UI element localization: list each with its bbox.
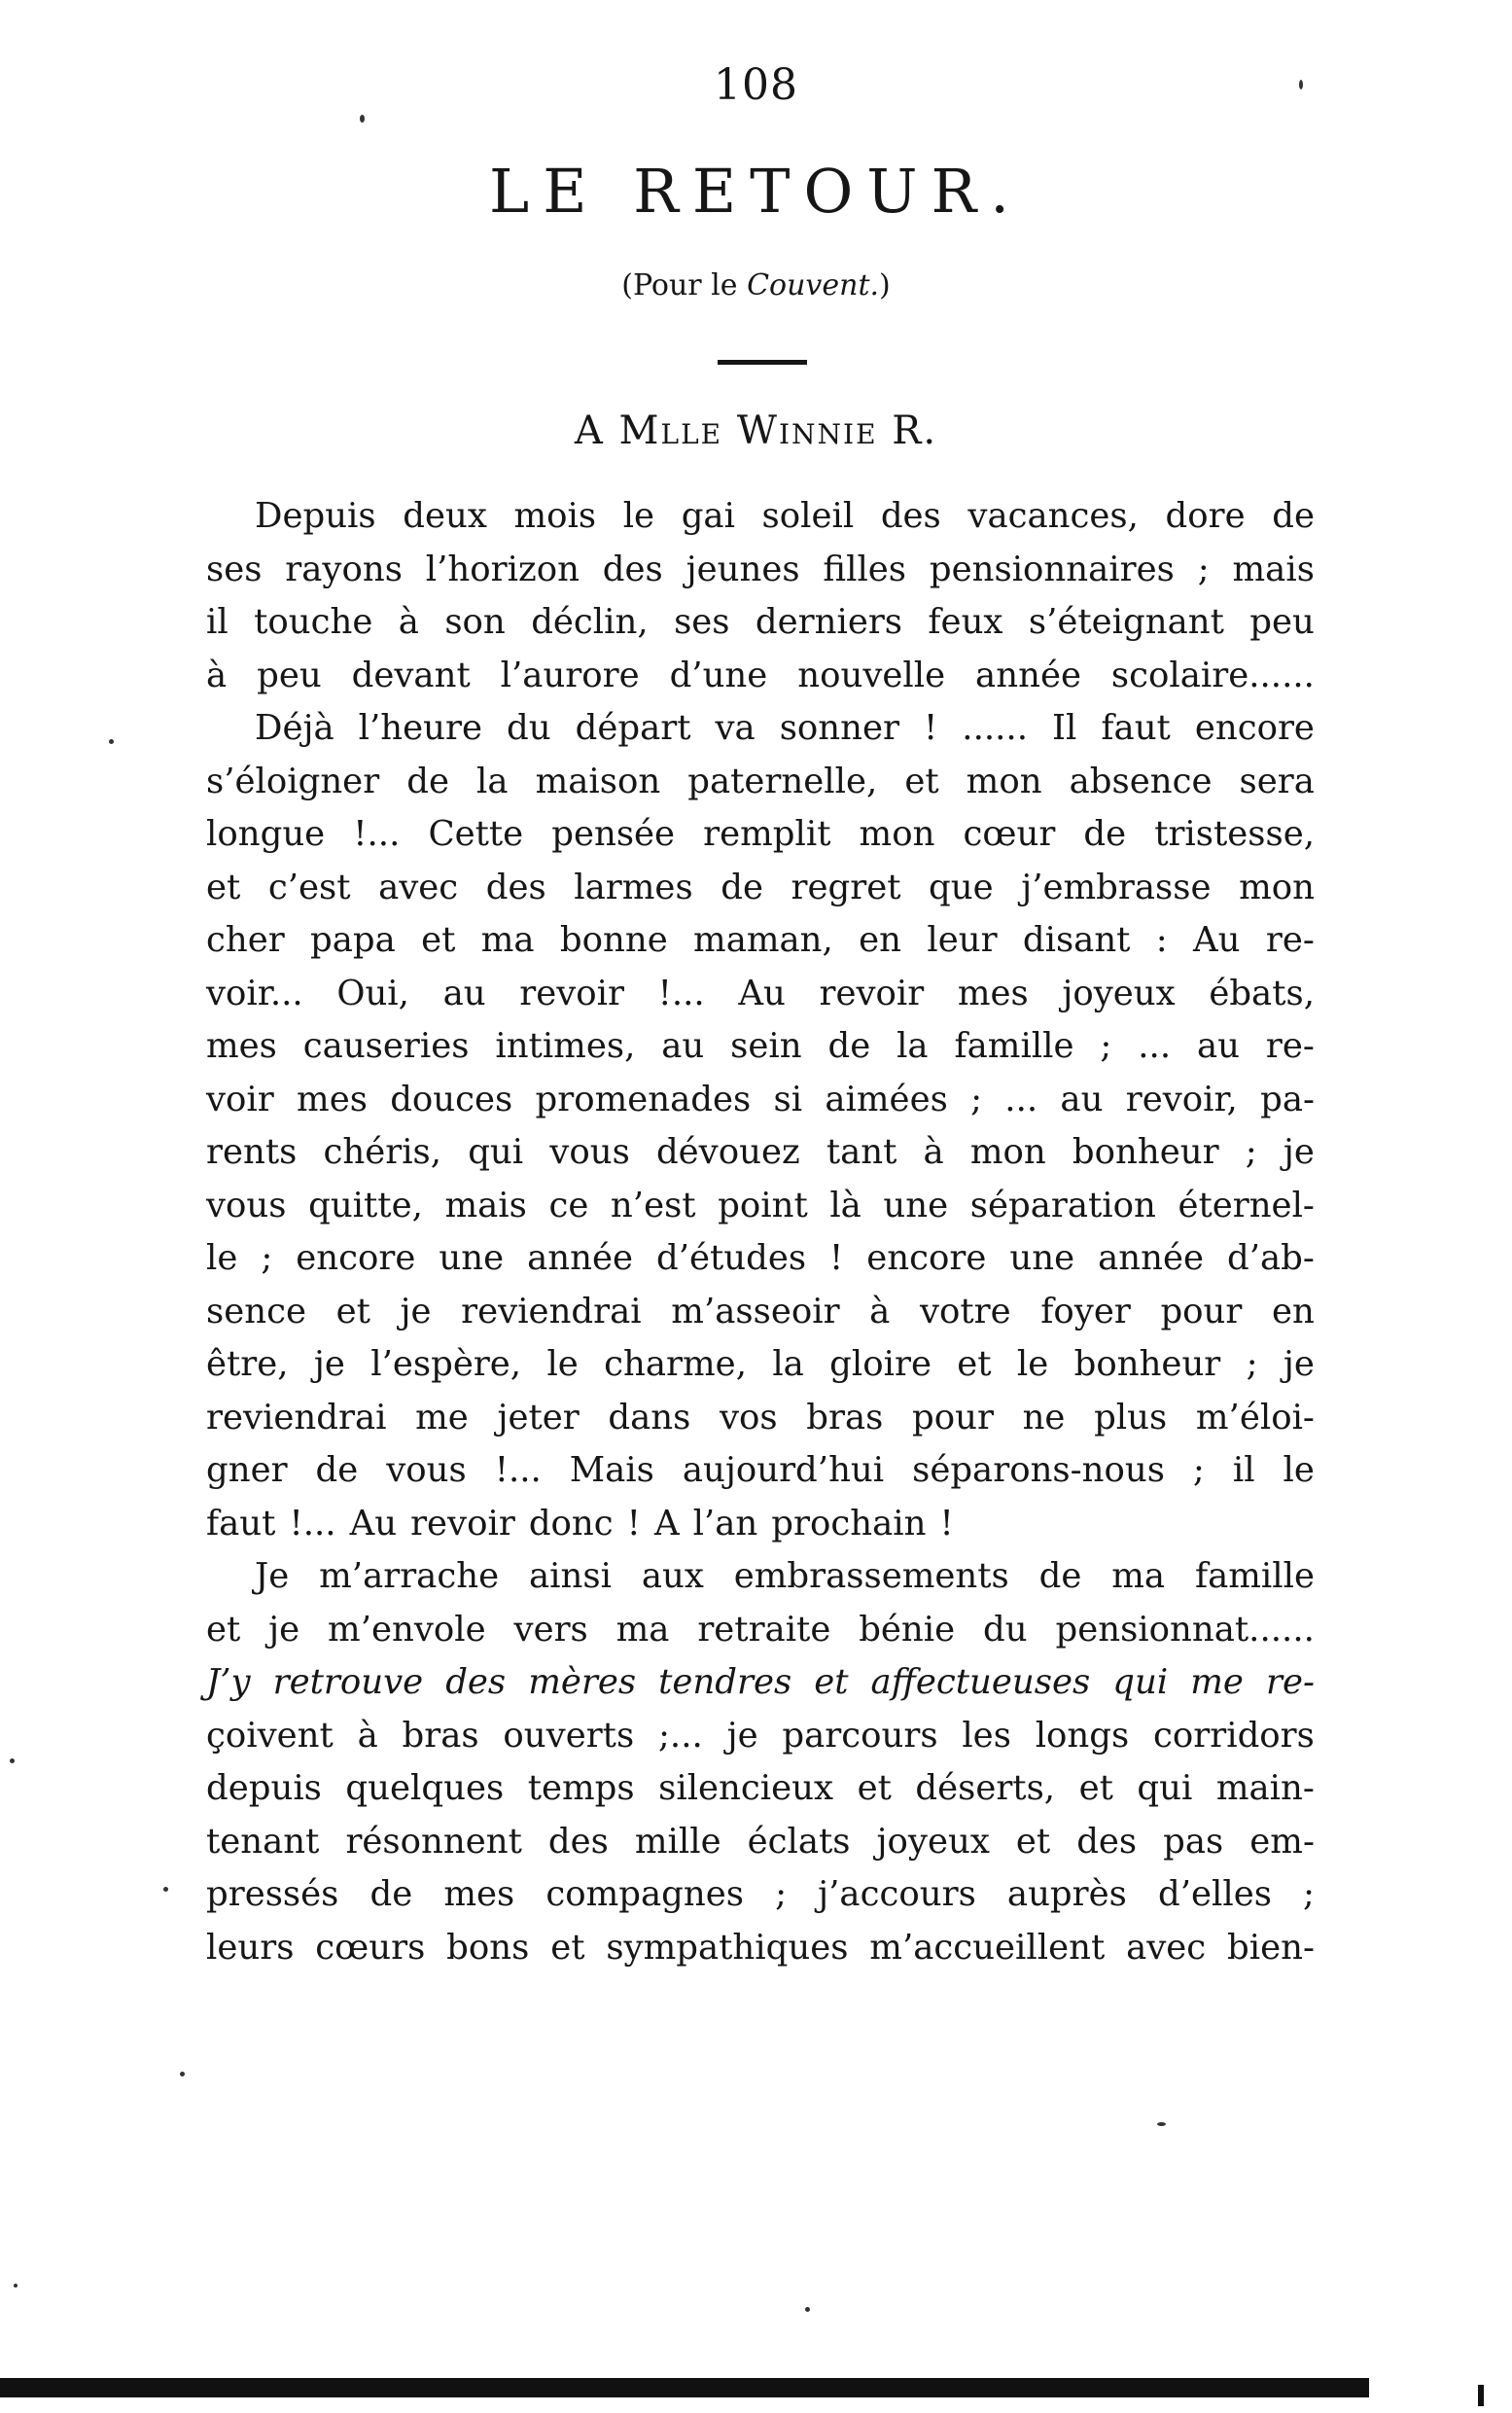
dedication-name: Mlle Winnie R.: [618, 408, 938, 453]
text-line: il touche à son déclin, ses derniers feux s’éteignant peu: [206, 602, 1315, 642]
scan-speck: [14, 2284, 18, 2288]
scan-speck: [360, 115, 365, 123]
scan-speck: [10, 1758, 15, 1763]
text-line: çoivent à bras ouverts ;... je parcours les longs corridors: [206, 1715, 1315, 1756]
scan-speck: [163, 1887, 168, 1892]
text-line: vous quitte, mais ce n’est point là une séparation éternel-: [206, 1185, 1315, 1225]
scan-speck: [805, 2307, 810, 2312]
text-line: J’y retrouve des mères tendres et affectueuses qui me re-: [206, 1662, 1315, 1702]
scan-speck: [109, 739, 114, 744]
text-line: Déjà l’heure du départ va sonner ! ...... Il faut encore: [255, 708, 1315, 748]
text-line: rents chéris, qui vous dévouez tant à mon bonheur ; je: [206, 1132, 1315, 1172]
text-line: cher papa et ma bonne maman, en leur disant : Au re-: [206, 920, 1315, 960]
text-line: reviendrai me jeter dans vos bras pour ne plus m’éloi-: [206, 1397, 1315, 1437]
subtitle-close: ): [879, 268, 891, 302]
text-line: être, je l’espère, le charme, la gloire et le bonheur ; je: [206, 1344, 1315, 1384]
text-line: longue !... Cette pensée remplit mon cœur de tristesse,: [206, 814, 1315, 854]
page-title: LE RETOUR.: [489, 156, 1023, 227]
subtitle-open: (Pour le: [621, 268, 748, 302]
scan-speck: [1299, 80, 1303, 89]
subtitle-italic: Couvent.: [747, 268, 880, 302]
dedication: [0, 408, 1512, 453]
text-line: faut !... Au revoir donc ! A l’an prochain !: [206, 1503, 954, 1544]
text-line: leurs cœurs bons et sympathiques m’accueillent avec bien-: [206, 1927, 1315, 1968]
text-line: voir... Oui, au revoir !... Au revoir mes joyeux ébats,: [206, 973, 1315, 1013]
text-line: s’éloigner de la maison paternelle, et mon absence sera: [206, 761, 1315, 801]
text-line: pressés de mes compagnes ; j’accours auprès d’elles ;: [206, 1874, 1315, 1914]
text-line: depuis quelques temps silencieux et déserts, et qui main-: [206, 1768, 1315, 1808]
text-line: sence et je reviendrai m’asseoir à votre foyer pour en: [206, 1291, 1315, 1331]
scan-border-mark: [1478, 2385, 1484, 2406]
dedication-prefix: A: [574, 408, 619, 453]
text-line: ses rayons l’horizon des jeunes filles pensionnaires ; mais: [206, 549, 1315, 589]
scan-speck: [180, 2072, 185, 2076]
scan-speck: [1157, 2122, 1166, 2126]
text-line: tenant résonnent des mille éclats joyeux et des pas em-: [206, 1821, 1315, 1862]
text-line: mes causeries intimes, au sein de la famille ; ... au re-: [206, 1026, 1315, 1066]
text-line: voir mes douces promenades si aimées ; ... au revoir, pa-: [206, 1079, 1315, 1119]
text-line: Depuis deux mois le gai soleil des vacances, dore de: [255, 496, 1315, 536]
subtitle: [0, 268, 1512, 302]
section-divider: [718, 360, 807, 365]
body-text: [206, 490, 1315, 1974]
text-line: et c’est avec des larmes de regret que j’embrasse mon: [206, 867, 1315, 907]
text-line: le ; encore une année d’études ! encore une année d’ab-: [206, 1238, 1315, 1278]
page-number: 108: [714, 60, 798, 110]
scan-border-bottom: [0, 2378, 1369, 2397]
text-line: à peu devant l’aurore d’une nouvelle année scolaire......: [206, 655, 1315, 695]
text-line: et je m’envole vers ma retraite bénie du pensionnat......: [206, 1609, 1315, 1650]
text-line: Je m’arrache ainsi aux embrassements de ma famille: [255, 1556, 1315, 1596]
text-line: gner de vous !... Mais aujourd’hui séparons-nous ; il le: [206, 1450, 1315, 1490]
